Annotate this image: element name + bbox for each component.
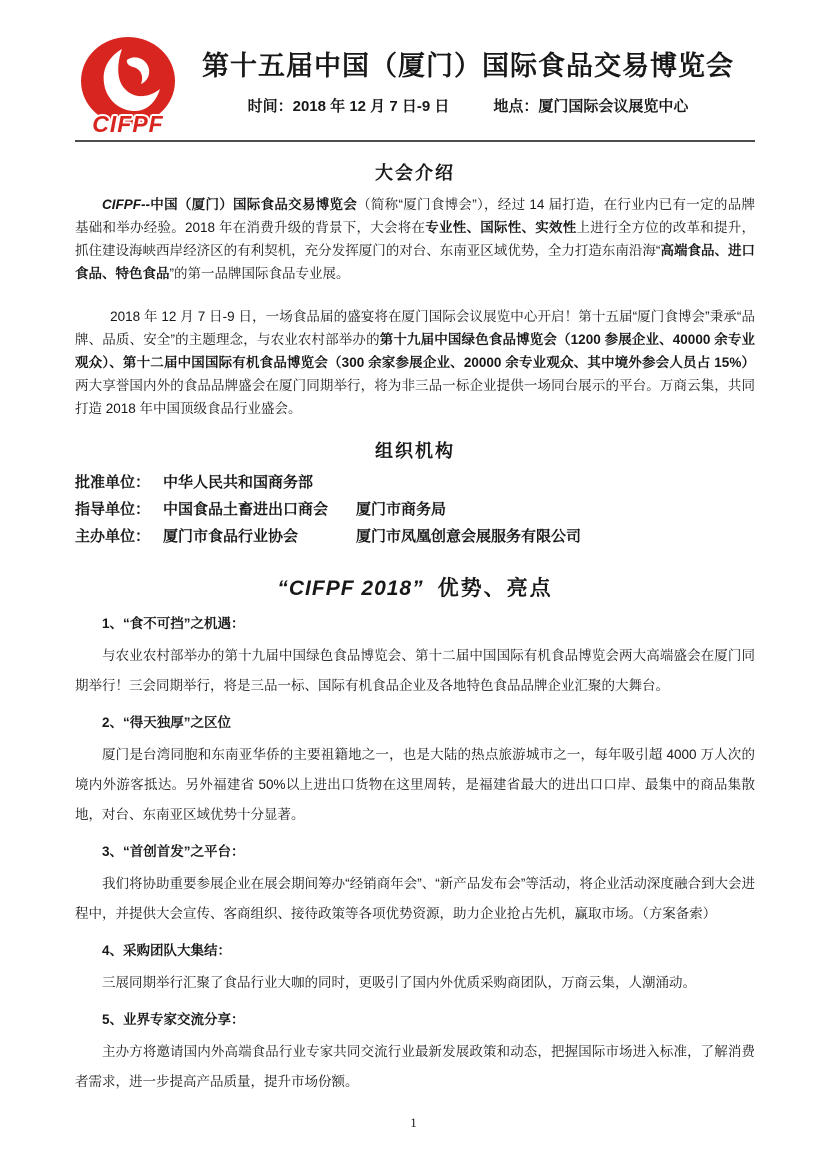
text-run-bold: 中国（厦门）国际食品交易博览会	[150, 197, 358, 212]
page-number: 1	[410, 1115, 417, 1130]
highlight-item-3-heading: 3、“首创首发”之平台：	[102, 844, 245, 859]
highlights-heading-brand: “CIFPF 2018”	[277, 577, 424, 600]
intro-paragraph-1	[75, 193, 755, 285]
section-intro-heading: 大会介绍	[375, 163, 455, 183]
text-run: ”的第一品牌国际食品专业展。	[169, 266, 350, 281]
header-subtitle	[181, 95, 755, 116]
highlight-item-2-body: 厦门是台湾同胞和东南亚华侨的主要祖籍地之一，也是大陆的热点旅游城市之一，每年吸引超 4000 万人次的境内外游客抵达。另外福建省 50%以上进出口货物在这里周转，是福建省最大的进出口口岸、最集中的商品集散地，对台、东南亚区域优势十分显著。	[75, 747, 755, 822]
highlight-item-3-body: 我们将协助重要参展企业在展会期间筹办“经销商年会”、“新产品发布会”等活动，将企业活动深度融合到大会进程中，并提供大会宣传、客商组织、接待政策等各项优势资源，助力企业抢占先机，赢取市场。（方案备索）	[75, 876, 755, 921]
expo-logo	[75, 36, 181, 138]
highlight-item-2-heading: 2、“得天独厚”之区位	[102, 715, 232, 730]
highlight-item-1-heading: 1、“食不可挡”之机遇：	[102, 616, 245, 631]
org-row-value-1: 中国食品土畜进出口商会	[163, 501, 329, 518]
header-divider	[75, 140, 755, 142]
text-run: 上进行全方位的改革和提升，抓住建设海峡西岸经济区的有利契机，充分发挥厦门的对台、东南亚区域优势，全力打造东南沿海“	[75, 220, 756, 258]
org-list	[75, 469, 755, 550]
logo-wordmark: CIFPF	[92, 111, 164, 137]
org-row-value-2	[356, 469, 755, 496]
highlights-heading-text: 优势、亮点	[437, 577, 553, 600]
org-row-approver	[75, 469, 755, 496]
page-title: 第十五届中国（厦门）国际食品交易博览会	[202, 51, 734, 81]
highlight-item-5-heading: 5、业界专家交流分享：	[102, 1012, 245, 1027]
text-run: （简称“厦门食博会”），经过 14 届打造，在行业内已有一定的品牌基础和举办经验。2018 年在消费升级的背景下，大会将在	[75, 197, 755, 235]
event-venue: 地点：厦门国际会议展览中心	[493, 98, 689, 115]
event-time: 时间：2018 年 12 月 7 日-9 日	[247, 98, 450, 115]
org-row-value-2: 厦门市凤凰创意会展服务有限公司	[356, 528, 582, 545]
header-text-block	[181, 36, 755, 116]
org-row-host	[75, 523, 755, 550]
section-org-heading: 组织机构	[375, 441, 455, 461]
text-run-bold: 高端食品、进口食品、特色食品	[75, 243, 756, 281]
highlight-item-4-body: 三展同期举行汇聚了食品行业大咖的同时，更吸引了国内外优质采购商团队，万商云集，人潮涌动。	[102, 975, 696, 990]
org-row-label: 批准单位：	[75, 474, 151, 491]
text-run-bold: 专业性、国际性、实效性	[425, 220, 577, 235]
org-row-value-2: 厦门市商务局	[356, 501, 447, 518]
section-highlights-heading	[75, 576, 755, 602]
text-run: 两大享誉国内外的食品品牌盛会在厦门同期举行，将为非三品一标企业提供一场同台展示的平台。万商云集，共同打造 2018 年中国顶级食品行业盛会。	[75, 378, 755, 416]
highlight-item-1-body: 与农业农村部举办的第十九届中国绿色食品博览会、第十二届中国国际有机食品博览会两大高端盛会在厦门同期举行！三会同期举行，将是三品一标、国际有机食品企业及各地特色食品品牌企业汇聚的大舞台。	[75, 648, 755, 693]
highlight-item-4-heading: 4、采购团队大集结：	[102, 943, 232, 958]
org-row-label: 主办单位：	[75, 528, 151, 545]
text-run-bold: 第十九届中国绿色食品博览会（1200 参展企业、40000 余专业观众）、第十二届中国国际有机食品博览会（300 余家参展企业、20000 余专业观众、其中境外参会人员占 15%）	[75, 332, 756, 370]
highlight-item-5-body: 主办方将邀请国内外高端食品行业专家共同交流行业最新发展政策和动态，把握国际市场进入标准，了解消费者需求，进一步提高产品质量，提升市场份额。	[75, 1044, 755, 1089]
org-row-label: 指导单位：	[75, 501, 151, 518]
org-row-value-1: 中华人民共和国商务部	[163, 474, 314, 491]
org-row-value-1: 厦门市食品行业协会	[163, 528, 299, 545]
org-row-guidance	[75, 496, 755, 523]
intro-paragraph-2	[75, 305, 755, 420]
text-run-cifpf: CIFPF--	[102, 197, 150, 212]
header	[75, 36, 755, 138]
text-run: 2018 年 12 月 7 日-9 日，一场食品届的盛宴将在厦门国际会议展览中心开启！第十五届“厦门食博会”秉承“品牌、品质、安全”的主题理念，与农业农村部举办的	[75, 309, 755, 347]
